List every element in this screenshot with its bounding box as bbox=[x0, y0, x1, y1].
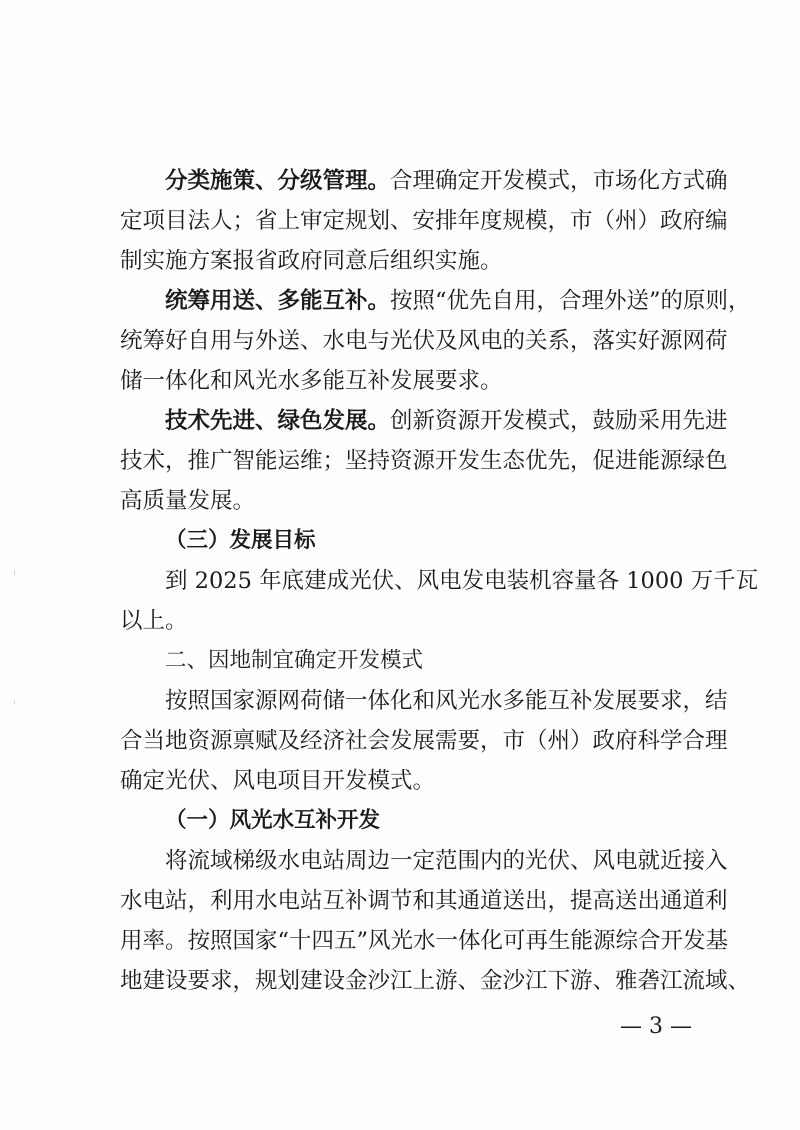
paragraph-line: 地建设要求，规划建设金沙江上游、金沙江下游、雅砻江流域、 bbox=[120, 968, 751, 994]
paragraph-line: 定项目法人；省上审定规划、安排年度规模，市（州）政府编 bbox=[120, 208, 728, 234]
bold-lead: 统筹用送、多能互补。 bbox=[165, 288, 391, 314]
paragraph-line bbox=[165, 286, 751, 316]
paragraph-line: 将流域梯级水电站周边一定范围内的光伏、风电就近接入 bbox=[165, 848, 728, 874]
paragraph-line: 合当地资源禀赋及经济社会发展需要，市（州）政府科学合理 bbox=[120, 728, 728, 754]
paragraph-line: 技术，推广智能运维；坚持资源开发生态优先，促进能源绿色 bbox=[120, 448, 728, 474]
paragraph-line: 确定光伏、风电项目开发模式。 bbox=[120, 768, 436, 794]
bold-lead: 分类施策、分级管理。 bbox=[165, 168, 391, 194]
paragraph-text: 创新资源开发模式，鼓励采用先进 bbox=[390, 408, 728, 434]
scan-edge-mark bbox=[14, 570, 15, 576]
paragraph-text: 按照“优先自用，合理外送”的原则， bbox=[390, 288, 751, 314]
section-heading: （三）发展目标 bbox=[165, 528, 316, 553]
paragraph-line: 按照国家源网荷储一体化和风光水多能互补发展要求，结 bbox=[165, 688, 728, 714]
paragraph-line: 到 2025 年底建成光伏、风电发电装机容量各 1000 万千瓦 bbox=[165, 568, 759, 594]
paragraph-line: 高质量发展。 bbox=[120, 488, 256, 514]
bold-lead: 技术先进、绿色发展。 bbox=[165, 408, 391, 434]
paragraph-line: 制实施方案报省政府同意后组织实施。 bbox=[120, 248, 503, 274]
paragraph-text: 合理确定开发模式，市场化方式确 bbox=[390, 168, 728, 194]
paragraph-line bbox=[165, 406, 728, 436]
scan-edge-mark bbox=[14, 700, 15, 704]
chapter-heading: 二、因地制宜确定开发模式 bbox=[165, 648, 424, 673]
paragraph-line: 储一体化和风光水多能互补发展要求。 bbox=[120, 368, 503, 394]
page-number: — 3 — bbox=[620, 1014, 692, 1039]
paragraph-line: 水电站，利用水电站互补调节和其通道送出，提高送出通道利 bbox=[120, 888, 728, 914]
paragraph-line: 统筹好自用与外送、水电与光伏及风电的关系，落实好源网荷 bbox=[120, 328, 728, 354]
subsection-heading: （一）风光水互补开发 bbox=[165, 808, 381, 833]
paragraph-line bbox=[165, 166, 728, 196]
paragraph-line: 以上。 bbox=[120, 608, 188, 634]
paragraph-line: 用率。按照国家“十四五”风光水一体化可再生能源综合开发基 bbox=[120, 928, 729, 954]
